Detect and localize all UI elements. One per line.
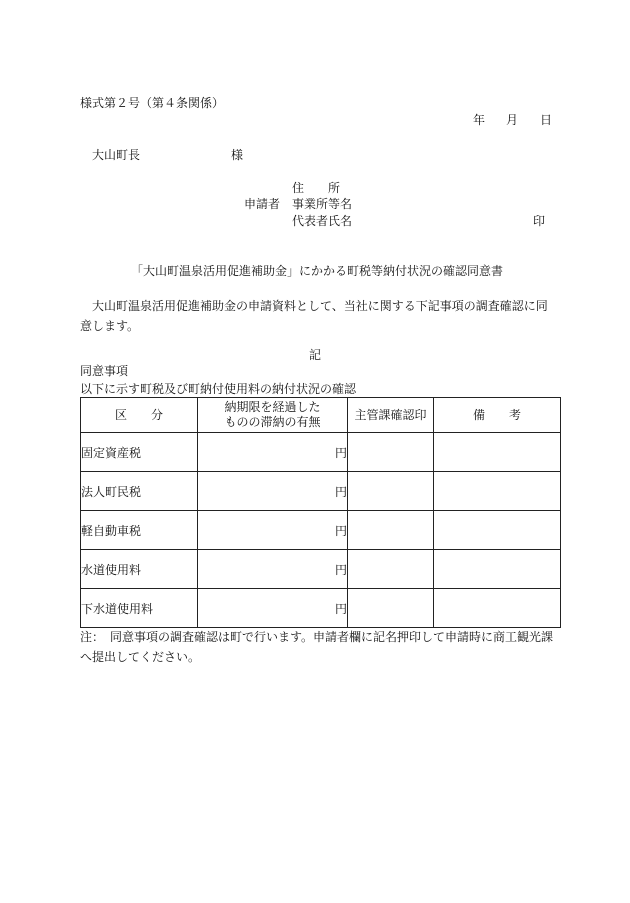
row-category: 軽自動車税 bbox=[81, 511, 198, 550]
body-paragraph: 大山町温泉活用促進補助金の申請資料として、当社に関する下記事項の調査確認に同意します。 bbox=[80, 299, 548, 333]
table-row bbox=[81, 472, 561, 511]
date-year: 年 bbox=[473, 113, 486, 127]
row-amount-unit: 円 bbox=[198, 433, 348, 472]
header-overdue-line1: 納期限を経過した bbox=[224, 400, 321, 414]
row-confirm-seal bbox=[348, 511, 434, 550]
ki-heading: 記 bbox=[308, 348, 321, 362]
row-remarks bbox=[434, 589, 561, 628]
footnote: 注： 同意事項の調査確認は町で行います。申請者欄に記名押印して申請時に商工観光課へ提出してください。 bbox=[80, 630, 554, 664]
table-row bbox=[81, 589, 561, 628]
tax-status-table bbox=[80, 397, 561, 628]
row-confirm-seal bbox=[348, 472, 434, 511]
row-category: 水道使用料 bbox=[81, 550, 198, 589]
row-confirm-seal bbox=[348, 550, 434, 589]
addressee-name: 大山町長 bbox=[92, 148, 141, 162]
row-amount-unit: 円 bbox=[198, 589, 348, 628]
address-label: 住 所 bbox=[292, 181, 341, 195]
date-day: 日 bbox=[540, 113, 553, 127]
table-row bbox=[81, 433, 561, 472]
row-amount-unit: 円 bbox=[198, 511, 348, 550]
row-remarks bbox=[434, 511, 561, 550]
header-remarks: 備 考 bbox=[434, 398, 561, 433]
addressee-honorific: 様 bbox=[231, 148, 244, 162]
header-overdue bbox=[198, 398, 348, 433]
consent-description: 以下に示す町税及び町納付使用料の納付状況の確認 bbox=[80, 382, 357, 396]
seal-mark: 印 bbox=[533, 214, 546, 228]
row-remarks bbox=[434, 433, 561, 472]
row-category: 法人町民税 bbox=[81, 472, 198, 511]
row-confirm-seal bbox=[348, 589, 434, 628]
row-remarks bbox=[434, 472, 561, 511]
row-remarks bbox=[434, 550, 561, 589]
row-category: 下水道使用料 bbox=[81, 589, 198, 628]
consent-heading: 同意事項 bbox=[80, 364, 129, 378]
applicant-label: 申請者 bbox=[244, 197, 281, 211]
header-category: 区 分 bbox=[81, 398, 198, 433]
table-row bbox=[81, 550, 561, 589]
header-overdue-line2: ものの滞納の有無 bbox=[224, 415, 321, 429]
row-amount-unit: 円 bbox=[198, 472, 348, 511]
office-label: 事業所等名 bbox=[292, 197, 353, 211]
header-confirm-seal: 主管課確認印 bbox=[348, 398, 434, 433]
row-confirm-seal bbox=[348, 433, 434, 472]
row-amount-unit: 円 bbox=[198, 550, 348, 589]
form-number: 様式第２号（第４条関係） bbox=[80, 96, 225, 110]
date-month: 月 bbox=[506, 113, 519, 127]
row-category: 固定資産税 bbox=[81, 433, 198, 472]
table-header-row bbox=[81, 398, 561, 433]
table-row bbox=[81, 511, 561, 550]
representative-label: 代表者氏名 bbox=[292, 214, 353, 228]
document-title: 「大山町温泉活用促進補助金」にかかる町税等納付状況の確認同意書 bbox=[131, 264, 504, 278]
